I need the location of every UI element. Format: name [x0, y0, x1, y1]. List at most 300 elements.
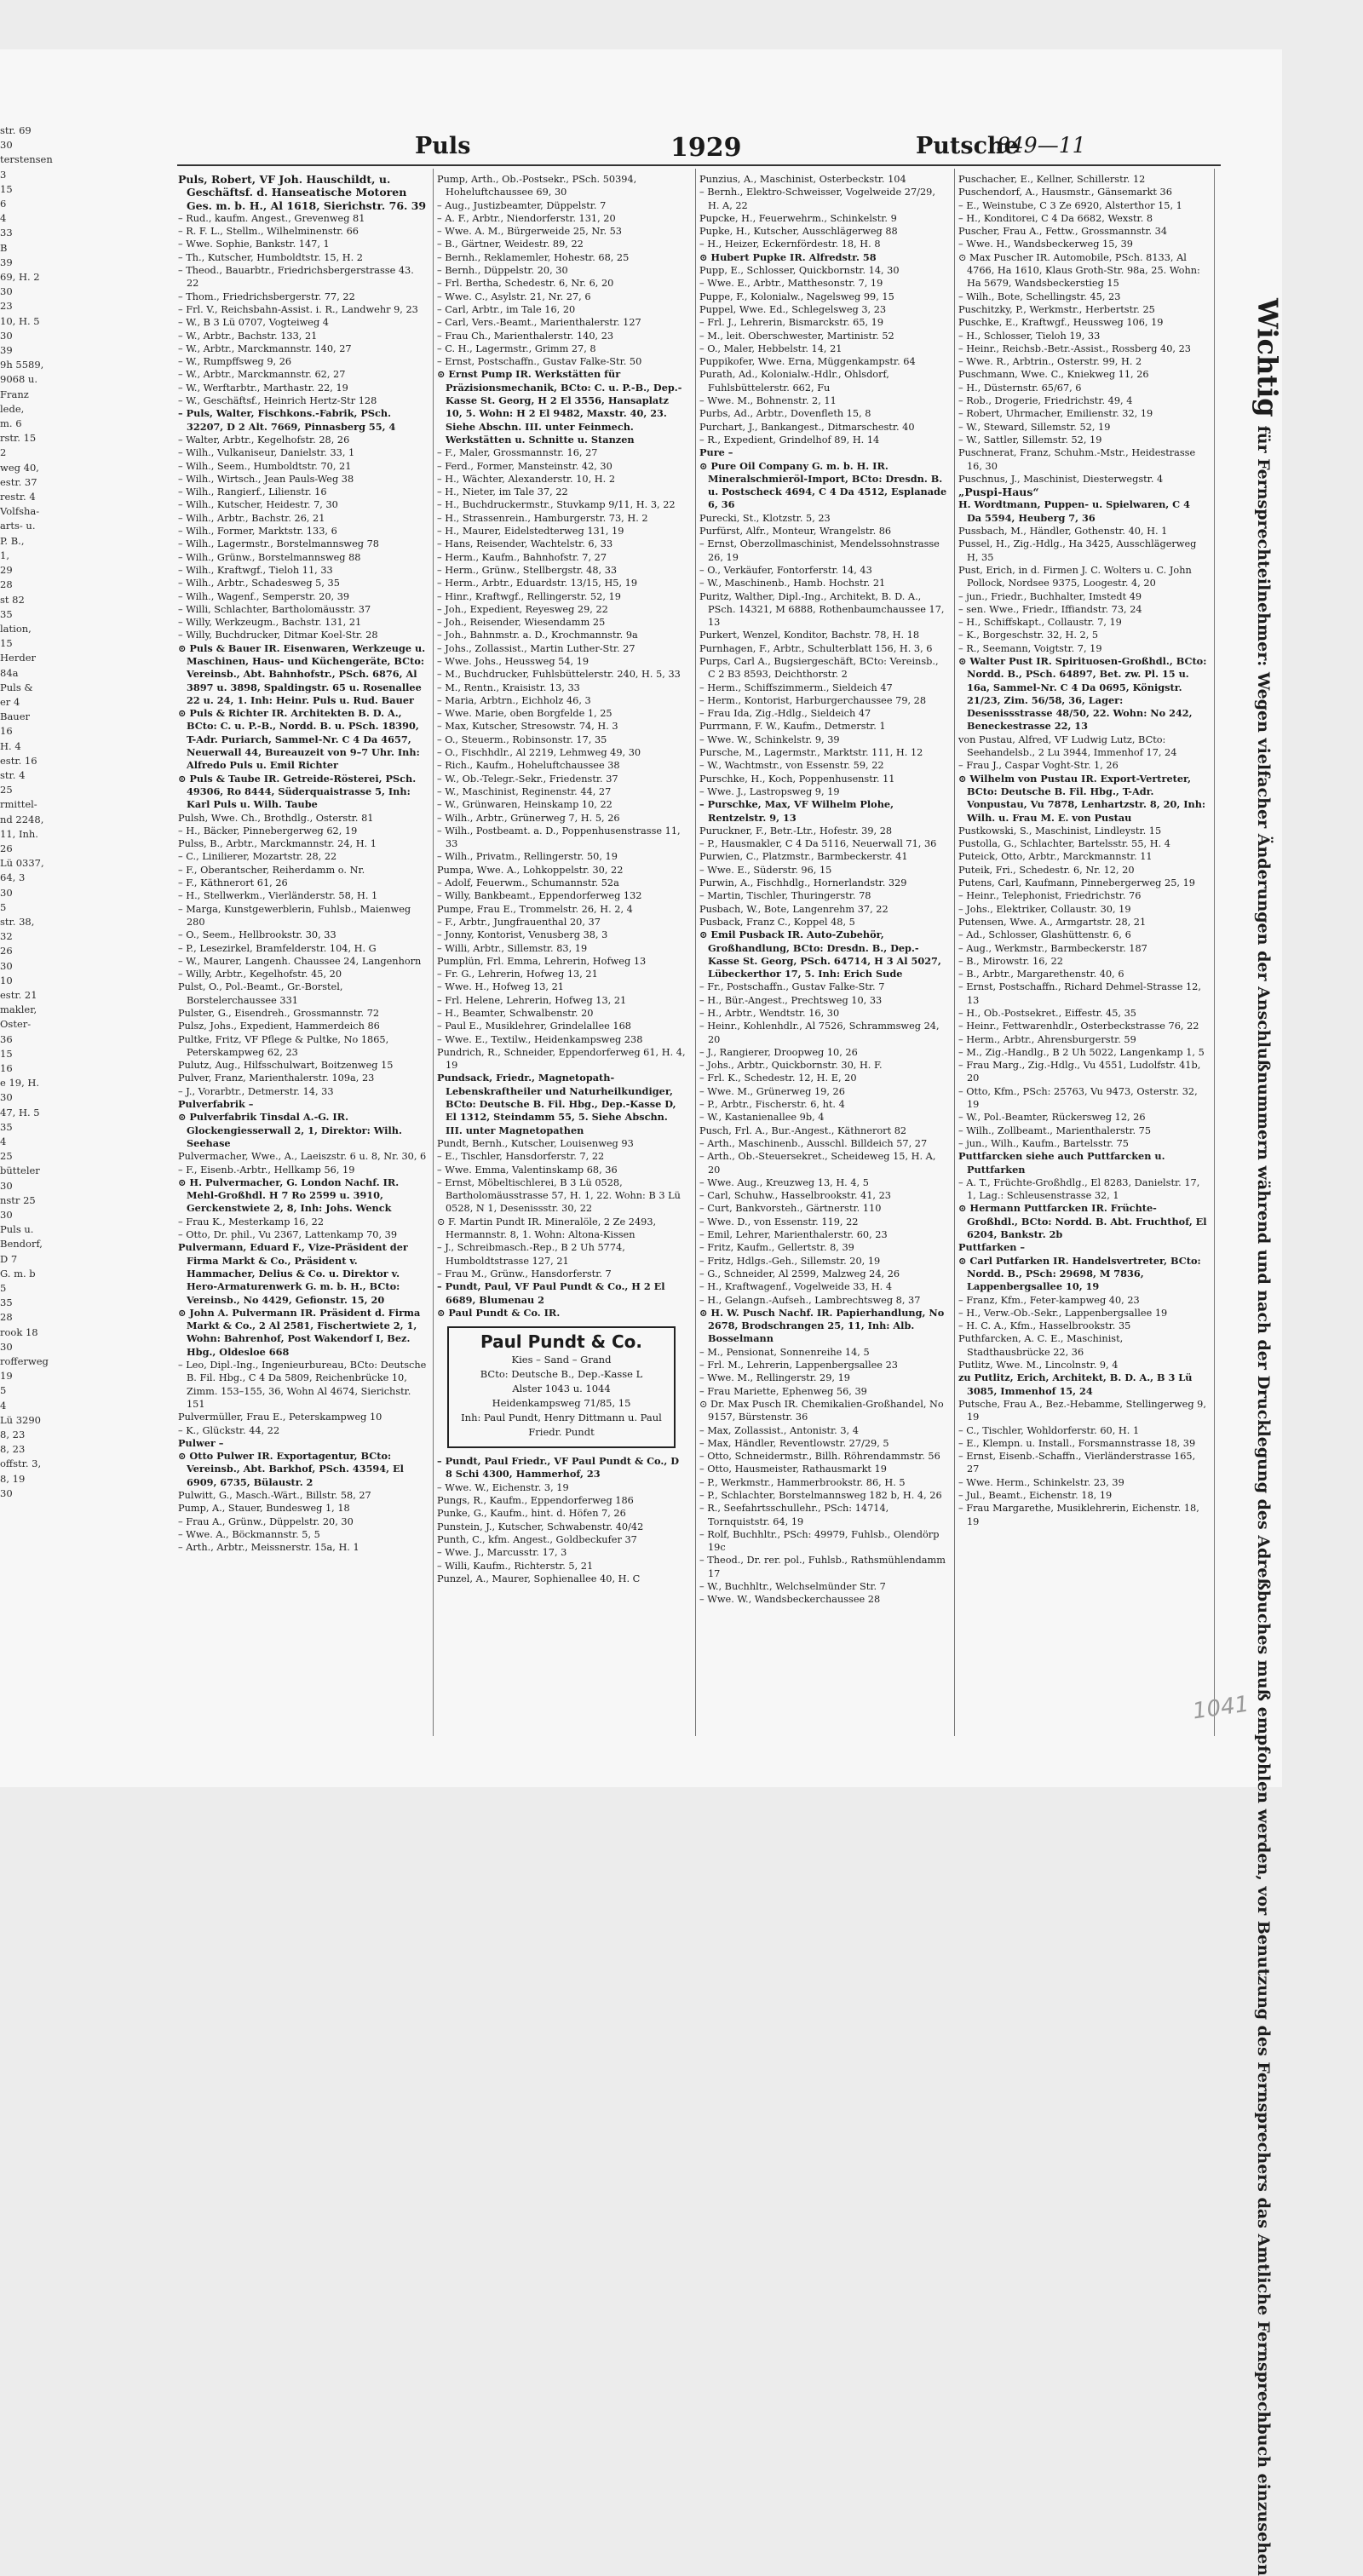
prev-fragment-line: 1,: [0, 549, 9, 561]
directory-entry: – Wilh., Rangierf., Lilienstr. 16: [178, 486, 327, 498]
prev-fragment-line: Bauer: [0, 710, 31, 723]
directory-entry: – W., Maschinist, Reginenstr. 44, 27: [437, 785, 612, 797]
directory-entry: – Johs., Zollassist., Martin Luther-Str. 27: [437, 642, 635, 654]
directory-entry: Pulutz, Aug., Hilfsschulwart, Boitzenweg 15: [178, 1060, 394, 1072]
directory-entry: – O., Steuerm., Robinsonstr. 17, 35: [437, 733, 607, 745]
directory-entry: „Puspi-Haus“: [958, 486, 1039, 499]
prev-fragment-line: Puls &: [0, 681, 33, 693]
directory-entry: Purfürst, Alfr., Monteur, Wrangelstr. 86: [699, 526, 892, 538]
directory-entry: Punke, G., Kaufm., hint. d. Höfen 7, 26: [437, 1508, 626, 1520]
directory-entry: ⊙ Puls & Taube IR. Getreide-Rösterei, PSch. 49306, Ro 8444, Süderquaistrasse 5, Inh: Karl Puls u. Wilh. Taube: [178, 772, 417, 811]
prev-fragment-line: 4: [0, 212, 7, 225]
directory-entry: – M., Rentn., Kraisistr. 13, 33: [437, 681, 580, 693]
directory-entry: – Aug., Werkmstr., Barmbeckerstr. 187: [958, 942, 1147, 954]
header-page-number: 849—11: [997, 133, 1086, 158]
directory-entry: – Ernst, Postschaffn., Gustav Falke-Str. 50: [437, 356, 642, 368]
directory-entry: – Arth., Maschinenb., Ausschl. Billdeich 57, 27: [699, 1137, 928, 1149]
directory-entry: Pulver, Franz, Marienthalerstr. 109a, 23: [178, 1072, 375, 1084]
directory-entry: Pulverfabrik –: [178, 1098, 254, 1111]
directory-entry: – Wwe. C., Asylstr. 21, Nr. 27, 6: [437, 290, 591, 302]
directory-entry: – H., Bür.-Angest., Prechtsweg 10, 33: [699, 994, 883, 1006]
directory-entry: – Jul., Beamt., Eichenstr. 18, 19: [958, 1489, 1113, 1501]
prev-fragment-line: er 4: [0, 695, 20, 708]
directory-entry: – F., Oberantscher, Reiherdamm o. Nr.: [178, 864, 365, 876]
directory-entry: Putsche, Frau A., Bez.-Hebamme, Stellingerweg 9, 19: [958, 1398, 1206, 1423]
directory-entry: – P., Werkmstr., Hammerbrookstr. 86, H. 5: [699, 1476, 906, 1488]
prev-fragment-line: bütteler: [0, 1164, 40, 1177]
directory-entry: – R., Seefahrtsschullehr., PSch: 14714, Tornquiststr. 64, 19: [699, 1503, 889, 1527]
prev-fragment-line: e 19, H.: [0, 1077, 40, 1090]
directory-entry: – Herm., Kontorist, Harburgerchaussee 79, 28: [699, 694, 927, 706]
directory-entry: – Ad., Schlosser, Glashüttenstr. 6, 6: [958, 929, 1131, 941]
directory-entry: – H., Schiffskapt., Collaustr. 7, 19: [958, 617, 1122, 629]
prev-fragment-line: makler,: [0, 1003, 37, 1016]
directory-entry: Purath, Ad., Kolonialw.-Hdlr., Ohlsdorf, Fuhlsbüttelerstr. 662, Fu: [699, 369, 889, 394]
prev-fragment-line: nstr 25: [0, 1193, 36, 1206]
prev-fragment-line: 11, Inh.: [0, 827, 38, 840]
prev-fragment-line: arts- u.: [0, 520, 36, 532]
directory-entry: – W., Buchhltr., Welchselmünder Str. 7: [699, 1581, 886, 1593]
directory-entry: – W., Wachtmstr., von Essenstr. 59, 22: [699, 760, 884, 772]
directory-entry: H. Wordtmann, Puppen- u. Spielwaren, C 4 Da 5594, Heuberg 7, 36: [958, 498, 1190, 524]
prev-fragment-line: 26: [0, 945, 13, 957]
prev-fragment-line: 25: [0, 1150, 13, 1163]
directory-entry: Pure –: [699, 446, 733, 459]
directory-entry: Puritz, Walther, Dipl.-Ing., Architekt, B. D. A., PSch. 14321, M 6888, Rothenbaumchaussee 17, 13: [699, 590, 945, 629]
directory-entry: – Pundt, Paul Friedr., VF Paul Pundt & Co., D 8 Schi 4300, Hammerhof, 23: [437, 1455, 679, 1481]
prev-fragment-line: 47, H. 5: [0, 1106, 40, 1118]
advertisement-box: [447, 1326, 676, 1448]
directory-entry: – O., Verkäufer, Fontorferstr. 14, 43: [699, 564, 872, 576]
directory-entry: – Heinr., Kohlenhdlr., Al 7526, Schrammsweg 24, 20: [699, 1021, 940, 1045]
prev-fragment-line: 30: [0, 1179, 13, 1192]
prev-fragment-line: D 7: [0, 1252, 18, 1265]
directory-entry: – Herm., Arbtr., Ahrensburgerstr. 59: [958, 1033, 1136, 1045]
column-divider: [433, 169, 434, 1736]
directory-entry: – Wilh., Wagenf., Semperstr. 20, 39: [178, 590, 350, 602]
directory-entry: – Frl. J., Lehrerin, Bismarckstr. 65, 19: [699, 317, 884, 329]
ad-line: Heidenkampsweg 71/85, 15: [492, 1397, 631, 1410]
directory-entry: Pump, A., Stauer, Bundesweg 1, 18: [178, 1503, 350, 1515]
directory-entry: – H., Stellwerkm., Vierländerstr. 58, H. 1: [178, 890, 378, 902]
prev-fragment-line: str. 4: [0, 768, 26, 781]
directory-entry: Pusbach, W., Bote, Langenrehm 37, 22: [699, 903, 889, 915]
directory-entry: – Wwe. H., Hofweg 13, 21: [437, 981, 564, 993]
directory-entry: – H., Kraftwagenf., Vogelweide 33, H. 4: [699, 1281, 893, 1293]
directory-entry: Puschacher, E., Kellner, Schillerstr. 12: [958, 174, 1146, 185]
directory-entry: Puschnerat, Franz, Schuhm.-Mstr., Heidestrasse 16, 30: [958, 447, 1196, 472]
prev-fragment-line: P. B.,: [0, 534, 25, 547]
directory-entry: Punth, C., kfm. Angest., Goldbeckufer 37: [437, 1533, 637, 1545]
directory-entry: Pulst, O., Pol.-Beamt., Gr.-Borstel, Borstelerchaussee 331: [178, 981, 343, 1006]
directory-entry: – H., Heizer, Eckernfördestr. 18, H. 8: [699, 239, 881, 250]
directory-entry: – Rolf, Buchhltr., PSch: 49979, Fuhlsb., Olendörp 19c: [699, 1528, 940, 1554]
directory-entry: – H., Beamter, Schwalbenstr. 20: [437, 1008, 594, 1019]
prev-fragment-line: Volfsha-: [0, 505, 40, 518]
directory-entry: ⊙ Puls & Richter IR. Architekten B. D. A., BCto: C. u. P.-B., Nordd. B. u. PSch. 18390, T-Adr. Puriarch, Sammel-Nr. C 4 Da 4657, Neuerwall 44, Bureauzeit von 9–7 Uhr. Inh: Alfredo Puls u. Emil Richter: [178, 707, 420, 772]
column-4: [958, 173, 1207, 1732]
directory-entry: – Willi, Schlachter, Bartholomäusstr. 37: [178, 603, 371, 615]
directory-entry: – W., Ob.-Telegr.-Sekr., Friedenstr. 37: [437, 773, 618, 785]
directory-entry: – R., Expedient, Grindelhof 89, H. 14: [699, 434, 880, 446]
directory-entry: Putlitz, Wwe. M., Lincolnstr. 9, 4: [958, 1360, 1119, 1371]
directory-entry: – Wilh., Grünw., Borstelmannsweg 88: [178, 551, 361, 563]
prev-fragment-line: m. 6: [0, 417, 22, 430]
directory-entry: – Herm., Schiffszimmerm., Sieldeich 47: [699, 681, 893, 693]
directory-entry: – Max, Kutscher, Stresowstr. 74, H. 3: [437, 721, 618, 733]
directory-entry: – Martin, Tischler, Thuringerstr. 78: [699, 890, 871, 902]
directory-entry: – W., Maurer, Langenh. Chaussee 24, Langenhorn: [178, 955, 422, 967]
directory-entry: – Frau J., Caspar Voght-Str. 1, 26: [958, 760, 1119, 772]
directory-entry: – Frl. M., Lehrerin, Lappenbergsallee 23: [699, 1360, 898, 1371]
prev-fragment-line: lation,: [0, 622, 32, 635]
prev-fragment-line: weg 40,: [0, 461, 39, 474]
directory-entry: – Frl. Bertha, Schedestr. 6, Nr. 6, 20: [437, 278, 614, 290]
directory-entry: – W., Werftarbtr., Marthastr. 22, 19: [178, 382, 348, 394]
directory-entry: Pulwitt, G., Masch.-Wärt., Billstr. 58, 27: [178, 1489, 371, 1501]
directory-entry: – Arth., Arbtr., Meissnerstr. 15a, H. 1: [178, 1542, 359, 1554]
directory-entry: ⊙ Pure Oil Company G. m. b. H. IR. Mineralschmieröl-Import, BCto: Dresdn. B. u. Postscheck 4694, C 4 Da 4512, Esplanade 6, 36: [699, 459, 947, 511]
directory-entry: – O., Maler, Hebbelstr. 14, 21: [699, 342, 843, 354]
directory-entry: – Fr. G., Lehrerin, Hofweg 13, 21: [437, 969, 598, 980]
directory-entry: – H., Arbtr., Wendtstr. 16, 30: [699, 1008, 840, 1019]
directory-entry: – W., Arbtr., Marckmannstr. 140, 27: [178, 342, 352, 354]
prev-fragment-line: Franz: [0, 388, 29, 400]
column-2: [437, 173, 686, 1732]
directory-entry: – Wwe. W., Wandsbeckerchaussee 28: [699, 1594, 881, 1606]
prev-fragment-line: 9h 5589,: [0, 359, 44, 371]
prev-fragment-line: 15: [0, 637, 13, 650]
directory-entry: – Bernh., Reklamemler, Hohestr. 68, 25: [437, 251, 630, 263]
prev-fragment-line: 39: [0, 344, 13, 357]
directory-entry: – W., Geschäftsf., Heinrich Hertz-Str 128: [178, 395, 377, 407]
directory-entry: – Marga, Kunstgewerblerin, Fuhlsb., Maienweg 280: [178, 903, 411, 928]
directory-entry: – jun., Friedr., Buchhalter, Imstedt 49: [958, 590, 1142, 602]
directory-entry: ⊙ F. Martin Pundt IR. Mineralöle, 2 Ze 2493, Hermannstr. 8, 1. Wohn: Altona-Kissen: [437, 1216, 657, 1241]
column-divider: [1214, 169, 1215, 1736]
directory-entry: – sen. Wwe., Friedr., Iffiandstr. 73, 24: [958, 603, 1142, 615]
directory-entry: Pulvermüller, Frau E., Peterskampweg 10: [178, 1412, 382, 1423]
directory-entry: – Otto, Schneidermstr., Billh. Röhrendammstr. 56: [699, 1451, 940, 1463]
directory-entry: – Wwe. D., von Essenstr. 119, 22: [699, 1216, 859, 1228]
directory-entry: Pupcke, H., Feuerwehrm., Schinkelstr. 9: [699, 212, 897, 224]
directory-entry: – Fritz, Hdlgs.-Geh., Sillemstr. 20, 19: [699, 1255, 881, 1267]
directory-entry: – Willy, Werkzeugm., Bachstr. 131, 21: [178, 617, 362, 629]
prev-fragment-line: rofferweg: [0, 1355, 49, 1368]
directory-entry: – Ernst, Oberzollmaschinist, Mendelssohnstrasse 26, 19: [699, 538, 940, 563]
directory-entry: – O., Seem., Hellbrookstr. 30, 33: [178, 929, 336, 941]
directory-entry: – Purschke, Max, VF Wilhelm Plohe, Rentzelstr. 9, 13: [699, 798, 894, 824]
prev-fragment-line: 30: [0, 1209, 13, 1222]
directory-entry: – Wwe. E., Textilw., Heidenkampsweg 238: [437, 1033, 643, 1045]
directory-entry: Purwien, C., Platzmstr., Barmbeckerstr. 41: [699, 851, 908, 863]
prev-fragment-line: estr. 21: [0, 988, 37, 1001]
directory-entry: – Wilh., Former, Marktstr. 133, 6: [178, 526, 337, 538]
directory-entry: – Wwe. E., Arbtr., Matthesonstr. 7, 19: [699, 278, 883, 290]
prev-fragment-line: 30: [0, 1091, 13, 1104]
prev-fragment-line: nd 2248,: [0, 813, 44, 825]
directory-entry: Pumpa, Wwe. A., Lohkoppelstr. 30, 22: [437, 864, 624, 876]
directory-entry: – R. F. L., Stellm., Wilhelminenstr. 66: [178, 226, 359, 238]
prev-fragment-line: 15: [0, 1047, 13, 1060]
header-year: 1929: [670, 133, 742, 163]
directory-entry: – Wwe. J., Marcusstr. 17, 3: [437, 1547, 567, 1559]
ad-line: Kies – Sand – Grand: [511, 1354, 612, 1366]
directory-entry: ⊙ Otto Pulwer IR. Exportagentur, BCto: Vereinsb., Abt. Barkhof, PSch. 43594, El 6909, 6735, Bülaustr. 2: [178, 1450, 404, 1488]
directory-entry: – Wwe. Marie, oben Borgfelde 1, 25: [437, 708, 612, 720]
directory-entry: Purps, Carl A., Bugsiergeschäft, BCto: Vereinsb., C 2 B3 8593, Deichthorstr. 2: [699, 655, 939, 681]
prev-fragment-line: 4: [0, 1136, 7, 1148]
prev-fragment-line: lede,: [0, 402, 25, 415]
directory-entry: ⊙ Carl Putfarken IR. Handelsvertreter, BCto: Nordd. B., PSch: 29698, M 7836, Lappenbergsallee 10, 19: [958, 1254, 1201, 1293]
directory-entry: – H., Schlosser, Tieloh 19, 33: [958, 330, 1101, 342]
directory-entry: – J., Rangierer, Droopweg 10, 26: [699, 1046, 858, 1058]
directory-entry: Pussel, H., Zig.-Hdlg., Ha 3425, Ausschlägerweg H, 35: [958, 538, 1197, 563]
directory-entry: – Wwe. M., Bohnenstr. 2, 11: [699, 395, 837, 407]
prev-fragment-line: 15: [0, 182, 13, 195]
directory-entry: – H. C. A., Kfm., Hasselbrookstr. 35: [958, 1320, 1131, 1332]
directory-entry: – Willy, Bankbeamt., Eppendorferweg 132: [437, 890, 642, 902]
pencil-annotation: 1041: [1191, 1691, 1251, 1725]
directory-entry: – A. T., Früchte-Großhdlg., El 8283, Danielstr. 17, 1, Lag.: Schleusenstrasse 32, 1: [958, 1176, 1200, 1202]
directory-entry: – E., Weinstube, C 3 Ze 6920, Alsterthor 15, 1: [958, 199, 1182, 211]
ad-line: Alster 1043 u. 1044: [512, 1383, 611, 1395]
directory-entry: – Theod., Dr. rer. pol., Fuhlsb., Rathsmühlendamm 17: [699, 1555, 946, 1579]
directory-entry: – Wwe. M., Grünerweg 19, 26: [699, 1085, 845, 1097]
directory-entry: – Wwe. Emma, Valentinskamp 68, 36: [437, 1164, 618, 1176]
prev-fragment-line: 35: [0, 1120, 13, 1133]
directory-entry: – W., B 3 Lü 0707, Vogteiweg 4: [178, 317, 329, 329]
directory-entry: Pultke, Fritz, VF Pflege & Pultke, No 1865, Peterskampweg 62, 23: [178, 1033, 389, 1058]
directory-entry: – Wwe. Johs., Heussweg 54, 19: [437, 655, 589, 667]
directory-entry: Puschmann, Wwe. C., Kniekweg 11, 26: [958, 369, 1149, 381]
directory-entry: – Wwe. A. M., Bürgerweide 25, Nr. 53: [437, 226, 622, 238]
directory-entry: ⊙ Pulverfabrik Tinsdal A.-G. IR. Glockengiesserwall 2, 1, Direktor: Wilh. Seehase: [178, 1111, 402, 1149]
prev-fragment-line: 16: [0, 1062, 13, 1074]
directory-entry: Purschke, H., Koch, Poppenhusenstr. 11: [699, 773, 895, 785]
side-notice-heading: Wichtig: [1251, 298, 1284, 417]
directory-entry: Pussbach, M., Händler, Gothenstr. 40, H. 1: [958, 526, 1168, 538]
directory-entry: – W., Kastanienallee 9b, 4: [699, 1112, 825, 1124]
directory-entry: – Wilh., Wirtsch., Jean Pauls-Weg 38: [178, 473, 354, 485]
directory-entry: – Curt, Bankvorsteh., Gärtnerstr. 110: [699, 1203, 882, 1215]
prev-fragment-line: str. 38,: [0, 915, 35, 928]
directory-entry: – P., Schlachter, Borstelmannsweg 182 b, H. 4, 26: [699, 1489, 942, 1501]
directory-entry: – Frau K., Mesterkamp 16, 22: [178, 1216, 325, 1228]
directory-entry: – K., Glückstr. 44, 22: [178, 1424, 280, 1436]
prev-fragment-line: 10: [0, 974, 13, 986]
directory-entry: ⊙ Hubert Pupke IR. Alfredstr. 58: [699, 250, 877, 263]
directory-entry: Puschke, E., Kraftwgf., Heussweg 106, 19: [958, 317, 1164, 329]
directory-entry: – Leo, Dipl.-Ing., Ingenieurbureau, BCto: Deutsche B. Fil. Hbg., C 4 Da 5809, Reichenbrücke 10, Zimm. 153–155, 36, Wohn Al 4674, Sierichstr. 151: [178, 1360, 427, 1410]
directory-entry: – G., Schneider, Al 2599, Malzweg 24, 26: [699, 1268, 900, 1279]
prev-fragment-line: Lü 3290: [0, 1413, 41, 1426]
directory-entry: – Carl, Vers.-Beamt., Marienthalerstr. 127: [437, 317, 641, 329]
prev-fragment-line: 28: [0, 1311, 13, 1324]
prev-fragment-line: 5: [0, 1384, 7, 1397]
directory-entry: Putens, Carl, Kaufmann, Pinnebergerweg 25, 19: [958, 877, 1195, 889]
directory-entry: Purnhagen, F., Arbtr., Schulterblatt 156, H. 3, 6: [699, 642, 933, 654]
prev-fragment-line: H. 4: [0, 739, 21, 752]
directory-entry: – Walter, Arbtr., Kegelhofstr. 28, 26: [178, 434, 350, 446]
directory-entry: – Wwe. W., Eichenstr. 3, 19: [437, 1481, 569, 1493]
prev-fragment-line: 30: [0, 329, 13, 342]
prev-fragment-line: 84a: [0, 666, 19, 679]
directory-entry: – Wilh., Arbtr., Schadesweg 5, 35: [178, 578, 340, 589]
directory-entry: Pulvermacher, Wwe., A., Laeiszstr. 6 u. 8, Nr. 30, 6: [178, 1151, 427, 1163]
ad-line: BCto: Deutsche B., Dep.-Kasse L: [480, 1368, 643, 1381]
directory-entry: – Wilh., Vulkaniseur, Danielstr. 33, 1: [178, 447, 355, 459]
column-3: [699, 173, 948, 1732]
prev-fragment-line: terstensen: [0, 153, 53, 166]
directory-entry: – Bernh., Elektro-Schweisser, Vogelweide 27/29, H. A, 22: [699, 187, 935, 211]
prev-fragment-line: 69, H. 2: [0, 271, 40, 284]
directory-entry: – Fr., Postschaffn., Gustav Falke-Str. 7: [699, 981, 885, 993]
directory-entry: – Johs., Elektriker, Collaustr. 30, 19: [958, 903, 1131, 915]
directory-entry: – Herm., Arbtr., Eduardstr. 13/15, H5, 19: [437, 578, 638, 589]
directory-entry: – Heinr., Reichsb.-Betr.-Assist., Rossberg 40, 23: [958, 342, 1191, 354]
directory-entry: – J., Vorarbtr., Detmerstr. 14, 33: [178, 1085, 334, 1097]
directory-entry: – H., Gelangn.-Aufseh., Lambrechtsweg 8, 37: [699, 1294, 921, 1306]
prev-fragment-line: 5: [0, 900, 7, 913]
directory-entry: – F., Maler, Grossmannstr. 16, 27: [437, 447, 598, 459]
prev-fragment-line: restr. 4: [0, 491, 36, 503]
prev-fragment-line: 8, 23: [0, 1443, 26, 1456]
directory-entry: ⊙ Emil Pusback IR. Auto-Zubehör, Großhandlung, BCto: Dresdn. B., Dep.-Kasse St. Georg, PSch. 64714, H 3 Al 5027, Lübeckerthor 17, 5. Inh: Erich Sude: [699, 929, 941, 980]
directory-entry: – O., Fischhdlr., Al 2219, Lehmweg 49, 30: [437, 747, 641, 759]
directory-entry: – H., Buchdruckermstr., Stuvkamp 9/11, H. 3, 22: [437, 499, 676, 511]
directory-entry: Pungs, R., Kaufm., Eppendorferweg 186: [437, 1495, 634, 1507]
directory-entry: ⊙ H. Pulvermacher, G. London Nachf. IR. Mehl-Großhdl. H 7 Ro 2599 u. 3910, Gerckenstwiete 2, 8, Inh: Johs. Wenck: [178, 1176, 400, 1215]
header-first-name: Puls: [415, 133, 471, 159]
directory-entry: – Frau A., Grünw., Düppelstr. 20, 30: [178, 1515, 354, 1527]
prev-fragment-line: st 82: [0, 593, 25, 606]
prev-fragment-line: 26: [0, 842, 13, 854]
directory-entry: – Wilh., Lagermstr., Borstelmannsweg 78: [178, 538, 379, 550]
prev-fragment-line: 30: [0, 139, 13, 152]
directory-entry: – Th., Kutscher, Humboldtstr. 15, H. 2: [178, 251, 363, 263]
directory-entry: zu Putlitz, Erich, Architekt, B. D. A., B 3 Lü 3085, Immenhof 15, 24: [958, 1371, 1193, 1397]
prev-fragment-line: 32: [0, 930, 13, 943]
previous-page-column-fragment: [0, 124, 102, 1501]
prev-fragment-line: 39: [0, 256, 13, 268]
prev-fragment-line: 6: [0, 198, 7, 210]
prev-fragment-line: 28: [0, 578, 13, 591]
directory-entry: – Ferd., Former, Mansteinstr. 42, 30: [437, 460, 612, 472]
prev-fragment-line: 23: [0, 300, 13, 313]
directory-entry: Pundt, Bernh., Kutscher, Louisenweg 93: [437, 1137, 634, 1149]
directory-entry: Puschendorf, A., Hausmstr., Gänsemarkt 36: [958, 187, 1172, 198]
directory-entry: Punstein, J., Kutscher, Schwabenstr. 40/42: [437, 1521, 644, 1532]
directory-entry: – B., Gärtner, Weidestr. 89, 22: [437, 239, 584, 250]
directory-entry: – Carl, Arbtr., im Tale 16, 20: [437, 303, 576, 315]
directory-entry: Pulsh, Wwe. Ch., Brothdlg., Osterstr. 81: [178, 812, 374, 824]
prev-fragment-line: 4: [0, 1399, 7, 1412]
directory-entry: – W., Steward, Sillemstr. 52, 19: [958, 421, 1111, 433]
directory-entry: ⊙ John A. Pulvermann IR. Präsident d. Firma Markt & Co., 2 Al 2581, Fischertwiete 2, 1, Wohn: Bahrenhof, Post Wakendorf I, Bez. Hbg., Oldesloe 668: [178, 1306, 421, 1358]
directory-entry: Purwin, A., Fischhdlg., Hornerlandstr. 329: [699, 877, 907, 889]
directory-entry: – F., Eisenb.-Arbtr., Hellkamp 56, 19: [178, 1164, 355, 1176]
side-notice: [1227, 298, 1284, 2576]
directory-entry: – Wilh., Arbtr., Grünerweg 7, H. 5, 26: [437, 812, 620, 824]
directory-entry: Pusch, Frl. A., Bur.-Angest., Käthnerort 82: [699, 1124, 907, 1136]
directory-entry: – Wilh., Zollbeamt., Marienthalerstr. 75: [958, 1124, 1152, 1136]
directory-entry: – Wwe. M., Rellingerstr. 29, 19: [699, 1372, 850, 1384]
directory-entry: – Emil, Lehrer, Marienthalerstr. 60, 23: [699, 1229, 888, 1241]
directory-entry: Pupp, E., Schlosser, Quickbornstr. 14, 30: [699, 265, 900, 277]
directory-entry: ⊙ Wilhelm von Pustau IR. Export-Vertreter, BCto: Deutsche B. Fil. Hbg., T-Adr. Vonpustau, Vu 7878, Lenhartzstr. 8, 20, Inh: Wilh. u. Frau M. E. von Pustau: [958, 772, 1206, 824]
prev-fragment-line: G. m. b: [0, 1267, 36, 1279]
directory-entry: – Fritz, Kaufm., Gellertstr. 8, 39: [699, 1242, 854, 1254]
directory-entry: Puppikofer, Wwe. Erna, Müggenkampstr. 64: [699, 356, 916, 368]
directory-entry: – B., Arbtr., Margarethenstr. 40, 6: [958, 969, 1124, 980]
directory-entry: ⊙ Max Puscher IR. Automobile, PSch. 8133, Al 4766, Ha 1610, Klaus Groth-Str. 98a, 25. Wohn: Ha 5679, Wandsbeckerstieg 15: [958, 251, 1200, 290]
directory-entry: – Jonny, Kontorist, Venusberg 38, 3: [437, 929, 608, 941]
directory-entry: – Wilh., Kutscher, Heidestr. 7, 30: [178, 499, 338, 511]
directory-entry: Purbs, Ad., Arbtr., Dovenfleth 15, 8: [699, 408, 871, 420]
directory-entry: – C., Linilierer, Mozartstr. 28, 22: [178, 851, 337, 863]
directory-entry: – Frau Margarethe, Musiklehrerin, Eichenstr. 18, 19: [958, 1503, 1199, 1527]
directory-entry: – E., Klempn. u. Install., Forsmannstrasse 18, 39: [958, 1437, 1196, 1449]
directory-entry: – Ernst, Möbeltischlerei, B 3 Lü 0528, Bartholomäusstrasse 57, H. 1, 22. Wohn: B 3 Lü 0528, N 1, Desenissstr. 30, 22: [437, 1176, 681, 1215]
directory-entry: Puteick, Otto, Arbtr., Marckmannstr. 11: [958, 851, 1153, 863]
directory-entry: Punzel, A., Maurer, Sophienallee 40, H. C: [437, 1573, 641, 1584]
directory-entry: – Rud., kaufm. Angest., Grevenweg 81: [178, 212, 365, 224]
directory-entry: – jun., Wilh., Kaufm., Bartelsstr. 75: [958, 1137, 1129, 1149]
directory-entry: ⊙ H. W. Pusch Nachf. IR. Papierhandlung, No 2678, Brodschrangen 25, 11, Inh: Alb. Bosselmann: [699, 1306, 945, 1345]
directory-entry: – Heinr., Fettwarenhdlr., Osterbeckstrasse 76, 22: [958, 1021, 1199, 1032]
directory-entry: – H., Bäcker, Pinnebergerweg 62, 19: [178, 825, 358, 837]
directory-entry: – Max, Zollassist., Antonistr. 3, 4: [699, 1424, 859, 1436]
directory-entry: – Johs., Arbtr., Quickbornstr. 30, H. F.: [699, 1060, 883, 1072]
prev-fragment-line: 36: [0, 1032, 13, 1045]
directory-entry: Pusback, Franz C., Koppel 48, 5: [699, 916, 855, 928]
directory-entry: – Bernh., Düppelstr. 20, 30: [437, 265, 568, 277]
directory-entry: – M., Zig.-Handlg., B 2 Uh 5022, Langenkamp 1, 5: [958, 1046, 1205, 1058]
prev-fragment-line: 16: [0, 725, 13, 738]
directory-entry: – H., Konditorei, C 4 Da 6682, Wexstr. 8: [958, 212, 1153, 224]
prev-fragment-line: 8, 19: [0, 1472, 26, 1485]
directory-entry: – Arth., Ob.-Steuersekret., Scheideweg 15, H. A, 20: [699, 1151, 936, 1176]
directory-entry: Pundrich, R., Schneider, Eppendorferweg 61, H. 4, 19: [437, 1046, 686, 1072]
prev-fragment-line: 30: [0, 1340, 13, 1353]
directory-entry: – W., Sattler, Sillemstr. 52, 19: [958, 434, 1102, 446]
directory-entry: – H., Düsternstr. 65/67, 6: [958, 382, 1082, 394]
directory-entry: – Frau Ch., Marienthalerstr. 140, 23: [437, 330, 614, 342]
prev-fragment-line: 35: [0, 1297, 13, 1309]
directory-entry: – Joh., Bahnmstr. a. D., Krochmannstr. 9a: [437, 630, 638, 641]
directory-entry: Puthfarcken, A. C. E., Maschinist, Stadthausbrücke 22, 36: [958, 1333, 1124, 1358]
directory-entry: Puteik, Fri., Schedestr. 6, Nr. 12, 20: [958, 864, 1135, 876]
directory-entry: Pustolla, G., Schlachter, Bartelsstr. 55, H. 4: [958, 838, 1170, 850]
prev-fragment-line: 35: [0, 607, 13, 620]
directory-entry: Puppel, Wwe. Ed., Schlegelsweg 3, 23: [699, 303, 887, 315]
ad-line: Inh: Paul Pundt, Henry Dittmann u. Paul Friedr. Pundt: [461, 1412, 662, 1439]
directory-entry: – Frl. K., Schedestr. 12, H. E, 20: [699, 1072, 857, 1084]
directory-entry: – J., Schreibmasch.-Rep., B 2 Uh 5774, Humboldtstrasse 127, 21: [437, 1242, 625, 1267]
directory-entry: – Wwe. Sophie, Bankstr. 147, 1: [178, 239, 330, 250]
directory-entry: ⊙ Dr. Max Pusch IR. Chemikalien-Großhandel, No 9157, Bürstenstr. 36: [699, 1398, 944, 1423]
directory-entry: – F., Käthnerort 61, 26: [178, 877, 288, 889]
column-divider: [954, 169, 955, 1736]
prev-fragment-line: Lü 0337,: [0, 857, 44, 870]
directory-entry: – H., Ob.-Postsekret., Eiffestr. 45, 35: [958, 1008, 1136, 1019]
directory-entry: – Rich., Kaufm., Hoheluftchaussee 38: [437, 760, 620, 772]
prev-fragment-line: rmittel-: [0, 798, 37, 811]
prev-fragment-line: 30: [0, 959, 13, 972]
prev-fragment-line: 2: [0, 446, 7, 459]
directory-entry: Punzius, A., Maschinist, Osterbeckstr. 104: [699, 174, 906, 185]
